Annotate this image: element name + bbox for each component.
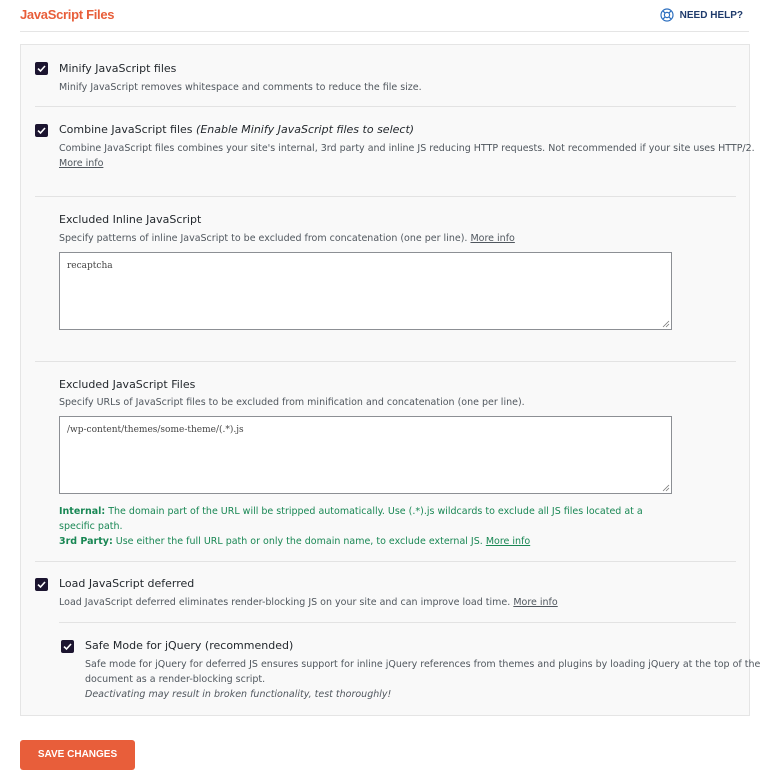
internal-note-text: The domain part of the URL will be stripped automatically. Use (.*).js wildcards to exclude all JS files located at a specific path.: [59, 506, 643, 532]
combine-label: [59, 123, 414, 136]
minify-label: Minify JavaScript files: [59, 62, 177, 75]
deferred-description-text: Load JavaScript deferred eliminates render-blocking JS on your site and can improve load time.: [59, 597, 511, 608]
combine-description: Combine JavaScript files combines your site's internal, 3rd party and inline JS reducing HTTP requests. Not recommended if your site uses HTTP/2.: [59, 143, 755, 154]
settings-panel: [20, 44, 761, 716]
check-icon: [36, 579, 47, 590]
check-icon: [36, 125, 47, 136]
third-party-note-label: 3rd Party:: [59, 536, 113, 547]
excluded-inline-more-info-link[interactable]: More info: [470, 233, 515, 244]
safe-mode-description-line2: document as a render-blocking script.: [85, 674, 266, 685]
check-icon: [62, 641, 73, 652]
check-icon: [36, 63, 47, 74]
save-changes-button[interactable]: SAVE CHANGES: [20, 740, 135, 770]
excluded-inline-description-text: Specify patterns of inline JavaScript to be excluded from concatenation (one per line).: [59, 233, 468, 244]
divider: [35, 196, 736, 197]
excluded-files-label: Excluded JavaScript Files: [59, 378, 196, 391]
resize-handle-icon[interactable]: [662, 484, 670, 492]
deferred-checkbox[interactable]: [35, 578, 48, 591]
resize-handle-icon[interactable]: [662, 320, 670, 328]
safe-mode-warning: Deactivating may result in broken functionality, test thoroughly!: [85, 689, 392, 700]
section-header: [20, 0, 749, 32]
safe-mode-checkbox[interactable]: [61, 640, 74, 653]
divider: [35, 106, 736, 107]
excluded-files-description: Specify URLs of JavaScript files to be excluded from minification and concatenation (one per line).: [59, 397, 525, 408]
deferred-description: [59, 595, 558, 610]
safe-mode-label: Safe Mode for jQuery (recommended): [85, 639, 294, 652]
excluded-inline-textarea[interactable]: [59, 252, 672, 330]
excluded-files-value: /wp-content/themes/some-theme/(.*).js: [67, 425, 244, 435]
excluded-inline-value: recaptcha: [67, 261, 113, 271]
excluded-files-internal-note: [59, 504, 681, 534]
divider: [35, 561, 736, 562]
excluded-files-third-party-note: [59, 534, 719, 549]
combine-more-info-link[interactable]: More info: [59, 158, 104, 169]
need-help-label[interactable]: NEED HELP?: [679, 9, 743, 21]
excluded-files-more-info-link[interactable]: More info: [485, 536, 531, 547]
internal-note-label: Internal:: [59, 506, 106, 517]
divider: [35, 361, 736, 362]
third-party-note-text: Use either the full URL path or only the domain name, to exclude external JS.: [115, 536, 483, 547]
deferred-label: Load JavaScript deferred: [59, 577, 195, 590]
excluded-inline-description: [59, 231, 515, 246]
combine-more-info-row: [59, 156, 103, 171]
excluded-files-textarea[interactable]: [59, 416, 672, 494]
combine-checkbox[interactable]: [35, 124, 48, 137]
combine-label-hint: (Enable Minify JavaScript files to select): [196, 123, 415, 136]
divider: [59, 622, 736, 623]
need-help-link[interactable]: [660, 8, 743, 22]
minify-description: Minify JavaScript removes whitespace and comments to reduce the file size.: [59, 82, 422, 93]
deferred-more-info-link[interactable]: More info: [513, 597, 558, 608]
page-title: JavaScript Files: [20, 7, 115, 22]
safe-mode-description-line1: Safe mode for jQuery for deferred JS ensures support for inline jQuery references from themes and plugins by loading jQuery at the top of the: [85, 659, 761, 670]
excluded-inline-label: Excluded Inline JavaScript: [59, 213, 202, 226]
minify-checkbox[interactable]: [35, 62, 48, 75]
lifebuoy-icon: [660, 8, 674, 22]
combine-label-text: Combine JavaScript files: [59, 123, 193, 136]
